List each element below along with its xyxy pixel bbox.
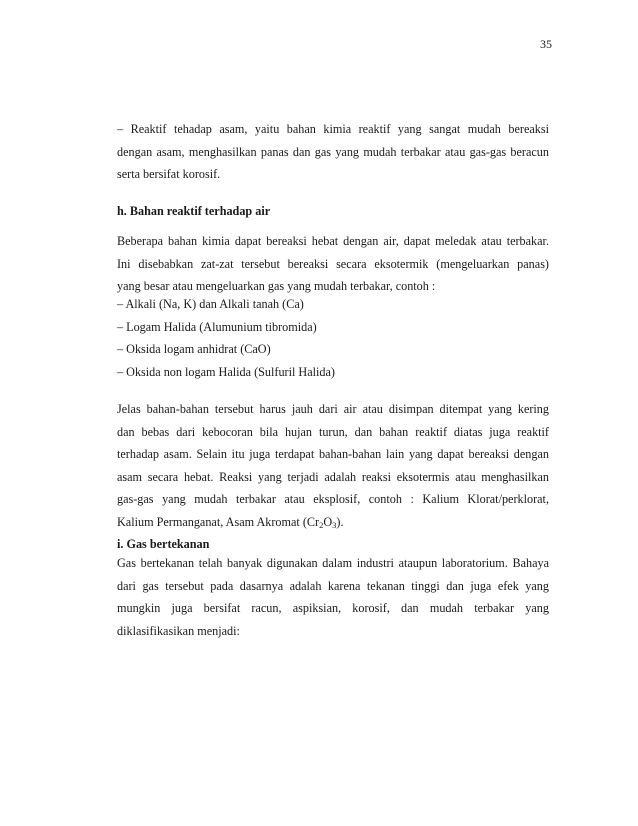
list-item: – Alkali (Na, K) dan Alkali tanah (Ca) — [117, 297, 304, 311]
acid-item-line-1: – Reaktif tehadap asam, yaitu bahan kimia reaktif yang sangat mudah bereaksi — [117, 122, 549, 136]
section-i-heading: i. Gas bertekanan — [117, 537, 210, 551]
section-h-paragraph — [117, 398, 549, 533]
formula-subscript-3: 3 — [332, 519, 337, 530]
section-h-paragraph-line-2: dan bebas dari kebocoran bila hujan turun, dan bahan reaktif diatas juga reaktif — [117, 424, 549, 439]
section-h-paragraph-line-4: asam secara hebat. Reaksi yang terjadi adalah reaksi eksotermis atau menghasilkan — [117, 469, 549, 484]
section-h-paragraph-line-3: terhadap asam. Selain itu juga terdapat bahan-bahan lain yang dapat bereaksi dengan — [117, 447, 549, 461]
section-i-line-2: dari gas tersebut pada dasarnya adalah karena tekanan tinggi dan juga efek yang — [117, 578, 549, 593]
section-h-paragraph-line-6 — [117, 511, 549, 534]
list-item: – Logam Halida (Alumunium tibromida) — [117, 319, 317, 334]
list-item: – Oksida logam anhidrat (CaO) — [117, 342, 271, 356]
section-h-intro-line-2: Ini disebabkan zat-zat tersebut bereaksi secara eksotermik (mengeluarkan panas) — [117, 256, 549, 271]
formula-subscript-2: 2 — [319, 519, 324, 530]
acid-reactive-item — [117, 118, 549, 186]
section-i-heading-block — [117, 536, 549, 553]
section-h-paragraph-line-5: gas-gas yang mudah terbakar atau eksplosif, contoh : Kalium Klorat/perklorat, — [117, 492, 549, 506]
section-h-examples-list — [117, 293, 549, 383]
list-item: – Oksida non logam Halida (Sulfuril Halida) — [117, 364, 335, 379]
section-i-line-3: mungkin juga bersifat racun, aspiksian, korosif, dan mudah terbakar yang — [117, 601, 549, 615]
section-h-heading-block — [117, 200, 549, 223]
section-h-paragraph-line-1: Jelas bahan-bahan tersebut harus jauh dari air atau disimpan ditempat yang kering — [117, 402, 549, 416]
acid-item-line-3: serta bersifat korosif. — [117, 167, 221, 181]
section-i-line-1: Gas bertekanan telah banyak digunakan dalam industri ataupun laboratorium. Bahaya — [117, 556, 549, 570]
section-h-heading: h. Bahan reaktif terhadap air — [117, 204, 271, 218]
formula-prefix: Kalium Permanganat, Asam Akromat (Cr — [117, 514, 320, 529]
page-number: 35 — [540, 37, 552, 51]
section-h-intro — [117, 230, 549, 298]
section-i-paragraph — [117, 552, 549, 642]
section-h-intro-line-3: yang besar atau mengeluarkan gas yang mudah terbakar, contoh : — [117, 279, 436, 293]
formula-oxygen: O — [323, 514, 333, 529]
section-i-line-4: diklasifikasikan menjadi: — [117, 623, 240, 638]
formula-suffix: ). — [336, 514, 344, 529]
section-h-intro-line-1: Beberapa bahan kimia dapat bereaksi hebat dengan air, dapat meledak atau terbakar. — [117, 234, 549, 248]
acid-item-line-2: dengan asam, menghasilkan panas dan gas yang mudah terbakar atau gas-gas beracun — [117, 144, 549, 159]
